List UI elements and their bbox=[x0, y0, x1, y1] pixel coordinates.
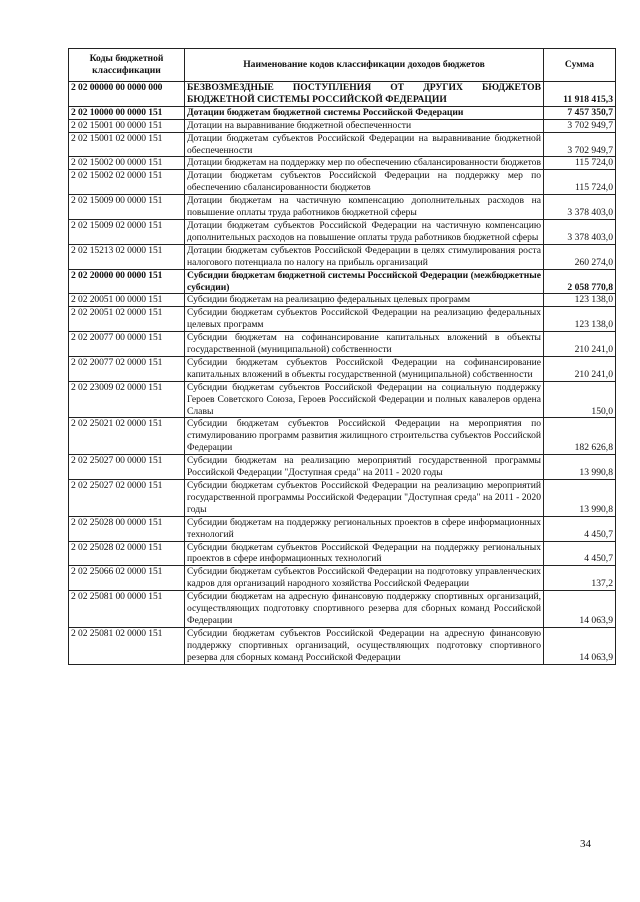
row-sum: 14 063,9 bbox=[544, 591, 616, 628]
row-code: 2 02 20077 02 0000 151 bbox=[69, 356, 185, 381]
row-sum: 2 058 770,8 bbox=[544, 269, 616, 294]
table-row bbox=[69, 591, 616, 628]
row-sum: 137,2 bbox=[544, 566, 616, 591]
row-sum: 3 702 949,7 bbox=[544, 132, 616, 157]
row-code: 2 02 15002 00 0000 151 bbox=[69, 157, 185, 170]
row-code: 2 02 15001 02 0000 151 bbox=[69, 132, 185, 157]
table-row bbox=[69, 157, 616, 170]
row-code: 2 02 15009 00 0000 151 bbox=[69, 195, 185, 220]
table-header-row bbox=[69, 49, 616, 82]
table-row bbox=[69, 566, 616, 591]
row-sum: 210 241,0 bbox=[544, 356, 616, 381]
row-code: 2 02 25081 02 0000 151 bbox=[69, 627, 185, 664]
row-sum: 3 702 949,7 bbox=[544, 119, 616, 132]
table-row bbox=[69, 516, 616, 541]
row-name: Субсидии бюджетам субъектов Российской Федерации на софинансирование капитальных вложений в объекты государственной (муниципальной) собственности bbox=[185, 356, 544, 381]
row-sum: 182 626,8 bbox=[544, 418, 616, 455]
table-row bbox=[69, 381, 616, 418]
row-name: Субсидии бюджетам субъектов Российской Федерации на подготовку управленческих кадров для организаций народного хозяйства Российской Федерации bbox=[185, 566, 544, 591]
row-name: Субсидии бюджетам субъектов Российской Федерации на поддержку региональных проектов в сфере информационных технологий bbox=[185, 541, 544, 566]
row-code: 2 02 20051 00 0000 151 bbox=[69, 294, 185, 307]
row-sum: 123 138,0 bbox=[544, 307, 616, 332]
table-row bbox=[69, 627, 616, 664]
table-row bbox=[69, 132, 616, 157]
row-sum: 210 241,0 bbox=[544, 332, 616, 357]
row-name: Субсидии бюджетам на софинансирование капитальных вложений в объекты государственной (муниципальной) собственности bbox=[185, 332, 544, 357]
row-name: Дотации бюджетам на поддержку мер по обеспечению сбалансированности бюджетов bbox=[185, 157, 544, 170]
row-sum: 3 378 403,0 bbox=[544, 195, 616, 220]
row-sum: 260 274,0 bbox=[544, 244, 616, 269]
row-name: Дотации бюджетам на частичную компенсацию дополнительных расходов на повышение оплаты труда работников бюджетной сферы bbox=[185, 195, 544, 220]
table-row bbox=[69, 541, 616, 566]
row-code: 2 02 23009 02 0000 151 bbox=[69, 381, 185, 418]
row-code: 2 02 15009 02 0000 151 bbox=[69, 219, 185, 244]
row-sum: 13 990,8 bbox=[544, 455, 616, 480]
row-sum: 11 918 415,3 bbox=[544, 82, 616, 107]
table-row bbox=[69, 307, 616, 332]
row-name: БЕЗВОЗМЕЗДНЫЕ ПОСТУПЛЕНИЯ ОТ ДРУГИХ БЮДЖЕТОВ БЮДЖЕТНОЙ СИСТЕМЫ РОССИЙСКОЙ ФЕДЕРАЦИИ bbox=[185, 82, 544, 107]
row-code: 2 02 15213 02 0000 151 bbox=[69, 244, 185, 269]
row-code: 2 02 15001 00 0000 151 bbox=[69, 119, 185, 132]
header-code: Коды бюджетной классификации bbox=[69, 49, 185, 82]
table-row bbox=[69, 269, 616, 294]
row-name: Субсидии бюджетам субъектов Российской Федерации на адресную финансовую поддержку спортивных организаций, осуществляющих подготовку спортивного резерва для сборных команд Российской Федерации bbox=[185, 627, 544, 664]
row-name: Субсидии бюджетам на адресную финансовую поддержку спортивных организаций, осуществляющих подготовку спортивного резерва для сборных команд Российской Федерации bbox=[185, 591, 544, 628]
table-row bbox=[69, 170, 616, 195]
table-row bbox=[69, 294, 616, 307]
row-code: 2 02 25028 02 0000 151 bbox=[69, 541, 185, 566]
row-name: Субсидии бюджетам субъектов Российской Федерации на реализацию федеральных целевых программ bbox=[185, 307, 544, 332]
row-code: 2 02 25027 02 0000 151 bbox=[69, 480, 185, 517]
table-row bbox=[69, 332, 616, 357]
row-sum: 4 450,7 bbox=[544, 541, 616, 566]
row-name: Субсидии бюджетам субъектов Российской Федерации на мероприятия по стимулированию программ развития жилищного строительства субъектов Российской Федерации bbox=[185, 418, 544, 455]
header-name: Наименование кодов классификации доходов бюджетов bbox=[185, 49, 544, 82]
row-name: Дотации бюджетам субъектов Российской Федерации на поддержку мер по обеспечению сбалансированности бюджетов bbox=[185, 170, 544, 195]
row-code: 2 02 00000 00 0000 000 bbox=[69, 82, 185, 107]
table-row bbox=[69, 82, 616, 107]
row-name: Дотации бюджетам бюджетной системы Российской Федерации bbox=[185, 106, 544, 119]
table-row bbox=[69, 106, 616, 119]
row-code: 2 02 20051 02 0000 151 bbox=[69, 307, 185, 332]
row-name: Дотации на выравнивание бюджетной обеспеченности bbox=[185, 119, 544, 132]
row-sum: 4 450,7 bbox=[544, 516, 616, 541]
table-body bbox=[69, 82, 616, 665]
table-row bbox=[69, 195, 616, 220]
row-name: Субсидии бюджетам на поддержку региональных проектов в сфере информационных технологий bbox=[185, 516, 544, 541]
row-name: Субсидии бюджетам субъектов Российской Федерации на реализацию мероприятий государственной программы Российской Федерации "Доступная среда" на 2011 - 2020 годы bbox=[185, 480, 544, 517]
table-row bbox=[69, 219, 616, 244]
row-code: 2 02 25027 00 0000 151 bbox=[69, 455, 185, 480]
row-name: Субсидии бюджетам на реализацию мероприятий государственной программы Российской Федерации "Доступная среда" на 2011 - 2020 годы bbox=[185, 455, 544, 480]
row-sum: 123 138,0 bbox=[544, 294, 616, 307]
row-name: Субсидии бюджетам бюджетной системы Российской Федерации (межбюджетные субсидии) bbox=[185, 269, 544, 294]
row-name: Дотации бюджетам субъектов Российской Федерации в целях стимулирования роста налогового потенциала по налогу на прибыль организаций bbox=[185, 244, 544, 269]
table-row bbox=[69, 455, 616, 480]
row-sum: 14 063,9 bbox=[544, 627, 616, 664]
table-row bbox=[69, 119, 616, 132]
row-code: 2 02 15002 02 0000 151 bbox=[69, 170, 185, 195]
table-row bbox=[69, 480, 616, 517]
row-name: Субсидии бюджетам на реализацию федеральных целевых программ bbox=[185, 294, 544, 307]
row-code: 2 02 25021 02 0000 151 bbox=[69, 418, 185, 455]
row-sum: 13 990,8 bbox=[544, 480, 616, 517]
row-sum: 150,0 bbox=[544, 381, 616, 418]
row-name: Дотации бюджетам субъектов Российской Федерации на выравнивание бюджетной обеспеченности bbox=[185, 132, 544, 157]
table-row bbox=[69, 418, 616, 455]
row-code: 2 02 25081 00 0000 151 bbox=[69, 591, 185, 628]
row-sum: 3 378 403,0 bbox=[544, 219, 616, 244]
row-code: 2 02 25066 02 0000 151 bbox=[69, 566, 185, 591]
row-code: 2 02 20077 00 0000 151 bbox=[69, 332, 185, 357]
row-code: 2 02 25028 00 0000 151 bbox=[69, 516, 185, 541]
revenue-table bbox=[68, 48, 616, 665]
row-sum: 7 457 350,7 bbox=[544, 106, 616, 119]
page-number: 34 bbox=[580, 838, 591, 850]
row-name: Дотации бюджетам субъектов Российской Федерации на частичную компенсацию дополнительных расходов на повышение оплаты труда работников бюджетной сферы bbox=[185, 219, 544, 244]
row-name: Субсидии бюджетам субъектов Российской Федерации на социальную поддержку Героев Советского Союза, Героев Российской Федерации и полных кавалеров ордена Славы bbox=[185, 381, 544, 418]
row-sum: 115 724,0 bbox=[544, 170, 616, 195]
row-code: 2 02 10000 00 0000 151 bbox=[69, 106, 185, 119]
row-code: 2 02 20000 00 0000 151 bbox=[69, 269, 185, 294]
table-row bbox=[69, 244, 616, 269]
header-sum: Сумма bbox=[544, 49, 616, 82]
table-row bbox=[69, 356, 616, 381]
row-sum: 115 724,0 bbox=[544, 157, 616, 170]
